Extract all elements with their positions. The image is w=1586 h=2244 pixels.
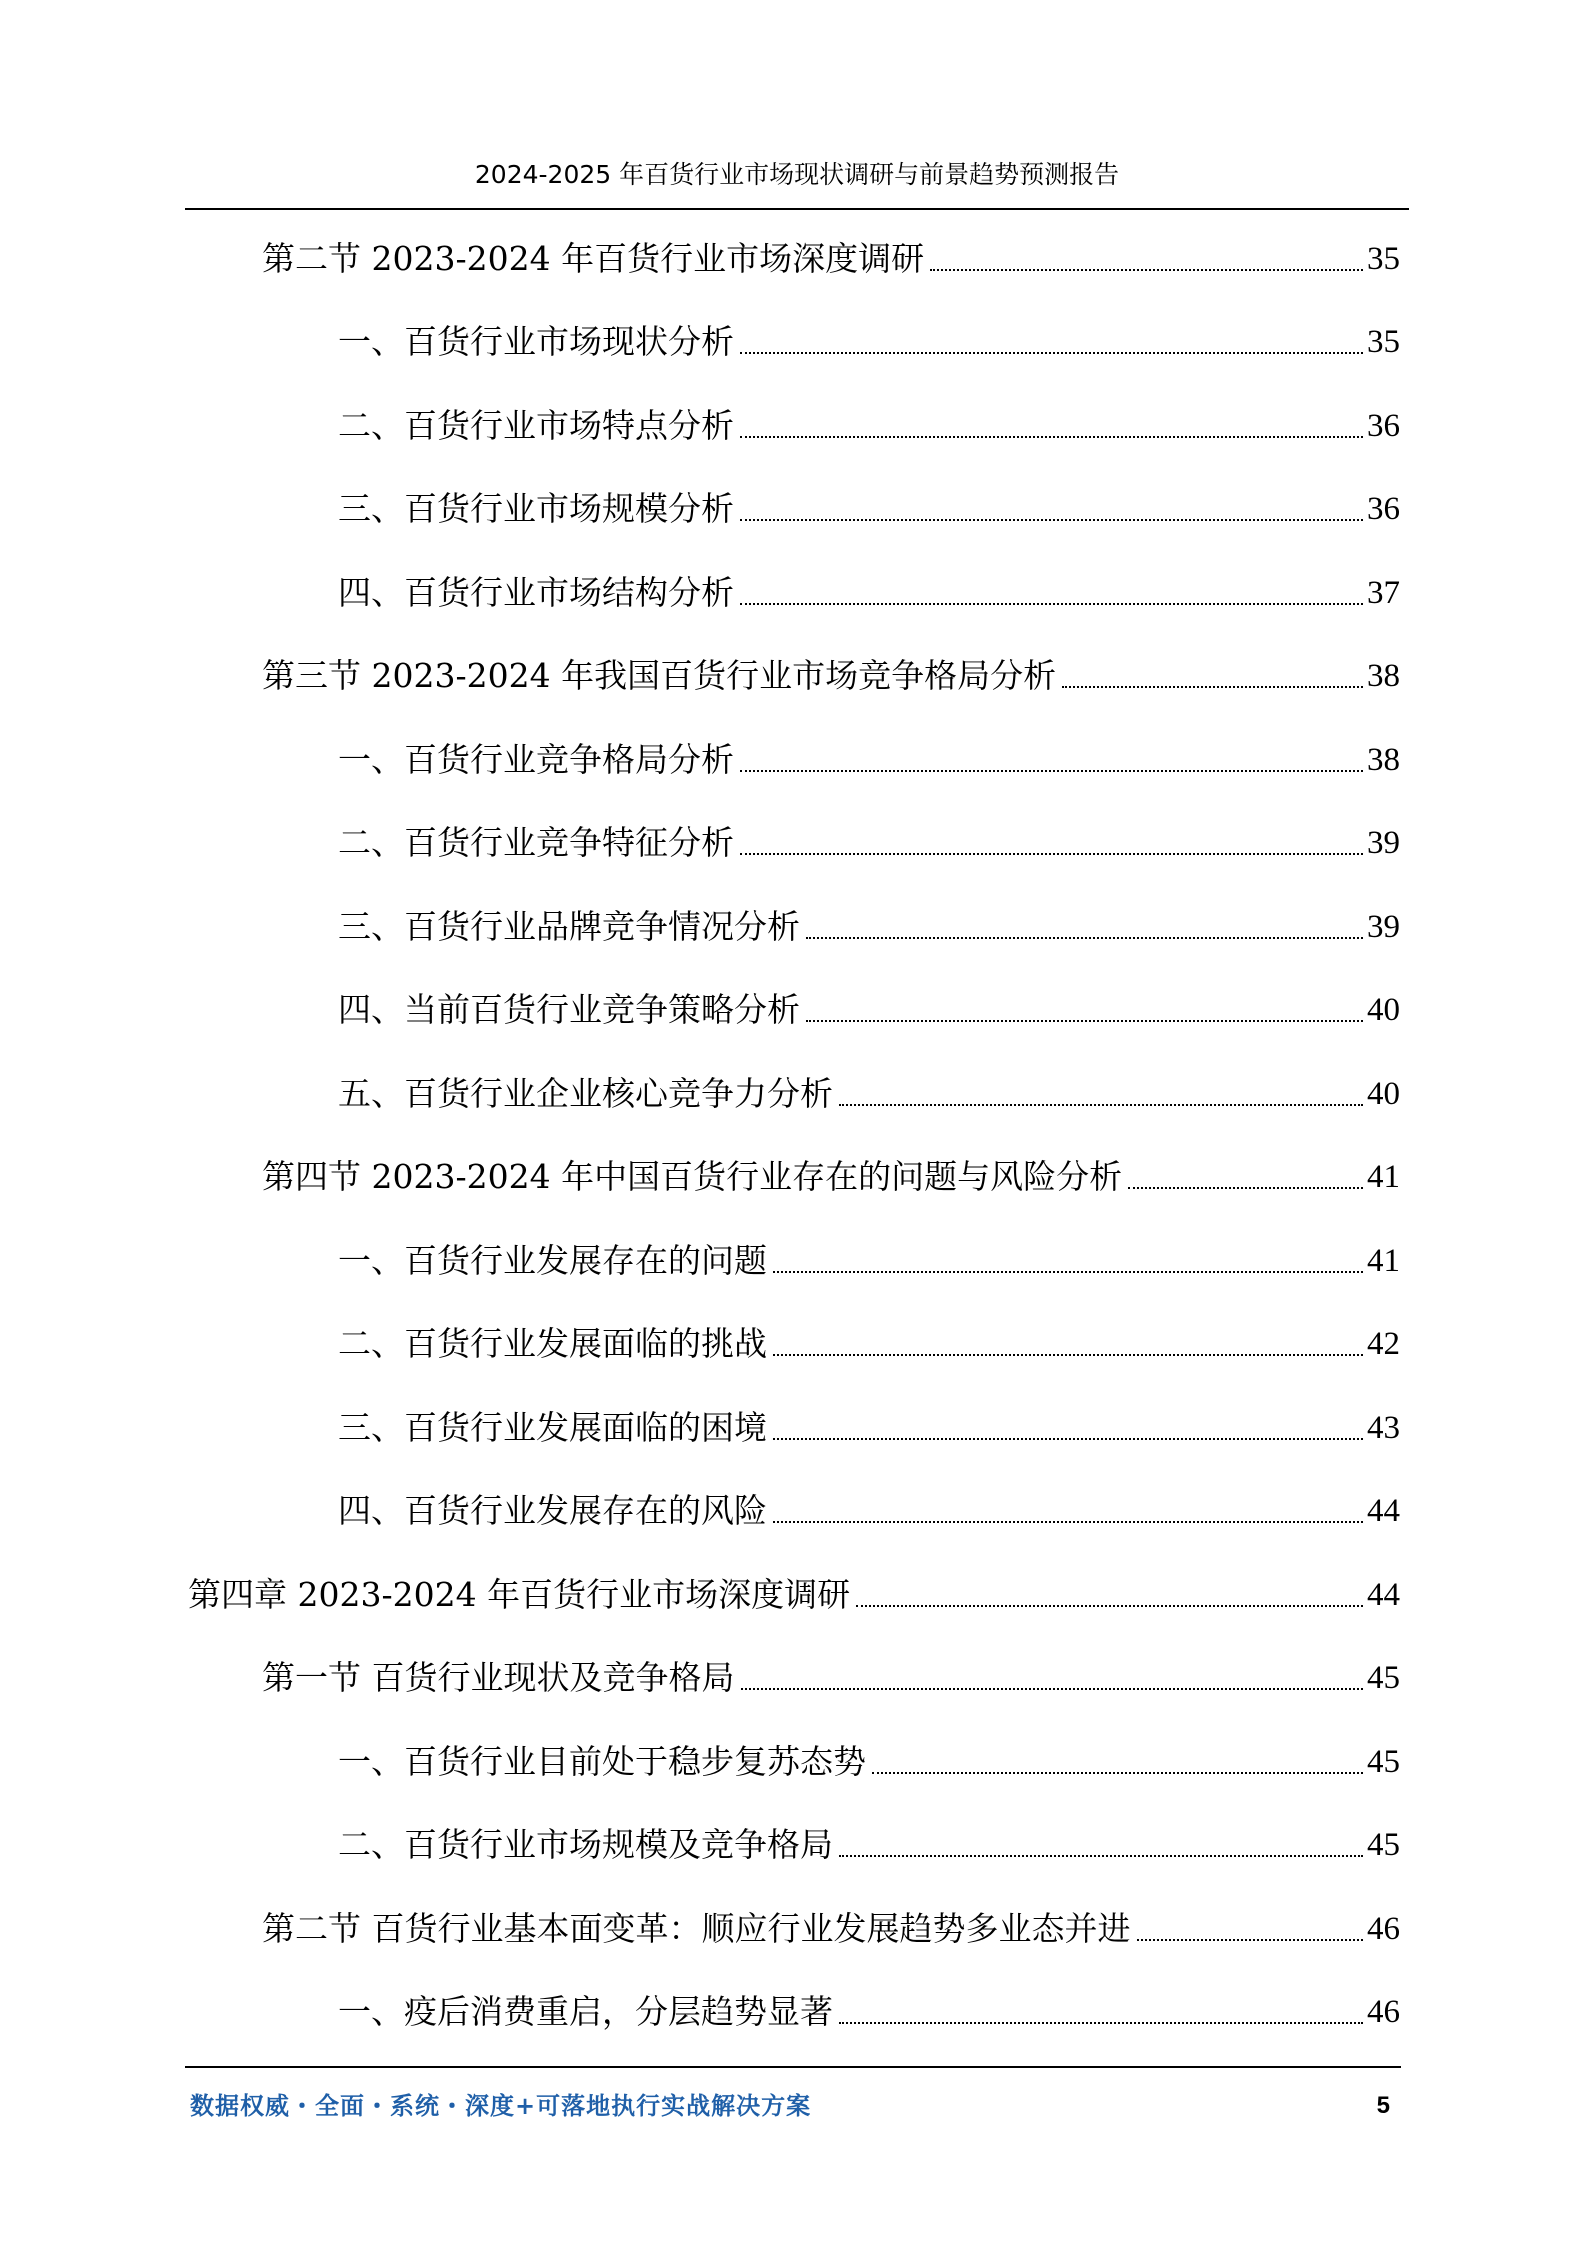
toc-entry-subsection[interactable]: [338, 731, 1400, 781]
toc-entry-page: 36: [1367, 408, 1400, 444]
toc-entry-section[interactable]: [262, 1649, 1400, 1699]
toc-entry-label: 第四节 2023-2024 年中国百货行业存在的问题与风险分析: [262, 1157, 1123, 1196]
toc-entry-label: 二、百货行业发展面临的挑战: [338, 1324, 767, 1363]
toc-entry-label: 一、百货行业市场现状分析: [338, 322, 734, 361]
toc-entry-label: 第一节 百货行业现状及竞争格局: [262, 1658, 735, 1697]
toc-entry-page: 44: [1367, 1577, 1400, 1613]
toc-entry-label: 五、百货行业企业核心竞争力分析: [338, 1074, 833, 1113]
toc-leader-dots: [930, 269, 1363, 271]
toc-entry-subsection[interactable]: [338, 1315, 1400, 1365]
footer-slogan: 数据权威・全面・系统・深度+可落地执行实战解决方案: [190, 2091, 812, 2120]
toc-entry-subsection[interactable]: [338, 480, 1400, 530]
toc-entry-page: 35: [1367, 241, 1400, 277]
toc-entry-page: 42: [1367, 1326, 1400, 1362]
toc-entry-subsection[interactable]: [338, 1816, 1400, 1866]
toc-entry-subsection[interactable]: [338, 313, 1400, 363]
toc-entry-label: 第三节 2023-2024 年我国百货行业市场竞争格局分析: [262, 656, 1057, 695]
toc-entry-page: 39: [1367, 825, 1400, 861]
toc-entry-label: 第二节 2023-2024 年百货行业市场深度调研: [262, 239, 925, 278]
toc-entry-subsection[interactable]: [338, 814, 1400, 864]
footer-divider: [185, 2066, 1401, 2068]
toc-leader-dots: [1128, 1187, 1363, 1189]
footer-page-number: 5: [1376, 2092, 1390, 2119]
toc-entry-label: 四、当前百货行业竞争策略分析: [338, 990, 800, 1029]
toc-entry-subsection[interactable]: [338, 1482, 1400, 1532]
toc-entry-label: 二、百货行业竞争特征分析: [338, 823, 734, 862]
toc-entry-label: 一、百货行业发展存在的问题: [338, 1241, 767, 1280]
toc-leader-dots: [773, 1354, 1363, 1356]
toc-leader-dots: [740, 770, 1363, 772]
toc-entry-page: 35: [1367, 324, 1400, 360]
toc-leader-dots: [806, 937, 1363, 939]
toc-entry-section[interactable]: [262, 1900, 1400, 1950]
toc-entry-page: 43: [1367, 1410, 1400, 1446]
toc-entry-subsection[interactable]: [338, 981, 1400, 1031]
toc-leader-dots: [839, 1855, 1363, 1857]
toc-entry-label: 一、疫后消费重启，分层趋势显著: [338, 1992, 833, 2031]
toc-leader-dots: [740, 603, 1363, 605]
toc-entry-label: 二、百货行业市场特点分析: [338, 406, 734, 445]
toc-leader-dots: [806, 1020, 1363, 1022]
toc-entry-subsection[interactable]: [338, 1983, 1400, 2033]
toc-entry-page: 45: [1367, 1744, 1400, 1780]
toc-leader-dots: [839, 1104, 1363, 1106]
toc-entry-page: 46: [1367, 1911, 1400, 1947]
toc-entry-label: 第四章 2023-2024 年百货行业市场深度调研: [188, 1575, 851, 1614]
toc-entry-page: 38: [1367, 658, 1400, 694]
toc-entry-label: 一、百货行业目前处于稳步复苏态势: [338, 1742, 866, 1781]
toc-entry-label: 四、百货行业市场结构分析: [338, 573, 734, 612]
toc-entry-section[interactable]: [262, 230, 1400, 280]
toc-entry-page: 38: [1367, 742, 1400, 778]
toc-leader-dots: [773, 1271, 1363, 1273]
toc-entry-page: 41: [1367, 1243, 1400, 1279]
toc-entry-label: 二、百货行业市场规模及竞争格局: [338, 1825, 833, 1864]
toc-entry-subsection[interactable]: [338, 1232, 1400, 1282]
toc-entry-page: 41: [1367, 1159, 1400, 1195]
toc-entry-chapter[interactable]: [188, 1566, 1400, 1616]
toc-entry-section[interactable]: [262, 1148, 1400, 1198]
toc-entry-label: 四、百货行业发展存在的风险: [338, 1491, 767, 1530]
toc-entry-subsection[interactable]: [338, 564, 1400, 614]
toc-leader-dots: [740, 519, 1363, 521]
toc-entry-subsection[interactable]: [338, 898, 1400, 948]
toc-leader-dots: [740, 352, 1363, 354]
toc-entry-page: 40: [1367, 1076, 1400, 1112]
toc-leader-dots: [1137, 1939, 1364, 1941]
page-header-title: 2024-2025 年百货行业市场现状调研与前景趋势预测报告: [474, 160, 1120, 189]
toc-entry-page: 44: [1367, 1493, 1400, 1529]
toc-entry-subsection[interactable]: [338, 1733, 1400, 1783]
toc-entry-label: 三、百货行业发展面临的困境: [338, 1408, 767, 1447]
toc-entry-subsection[interactable]: [338, 1065, 1400, 1115]
toc-entry-page: 46: [1367, 1994, 1400, 2030]
toc-entry-label: 一、百货行业竞争格局分析: [338, 740, 734, 779]
toc-entry-label: 三、百货行业品牌竞争情况分析: [338, 907, 800, 946]
toc-entry-section[interactable]: [262, 647, 1400, 697]
toc-entry-page: 39: [1367, 909, 1400, 945]
toc-entry-page: 45: [1367, 1660, 1400, 1696]
toc-entry-label: 第二节 百货行业基本面变革：顺应行业发展趋势多业态并进: [262, 1909, 1131, 1948]
toc-entry-page: 45: [1367, 1827, 1400, 1863]
toc-entry-subsection[interactable]: [338, 1399, 1400, 1449]
header-divider: [185, 208, 1409, 210]
toc-entry-subsection[interactable]: [338, 397, 1400, 447]
toc-leader-dots: [1062, 686, 1363, 688]
toc-entry-page: 37: [1367, 575, 1400, 611]
toc-entry-label: 三、百货行业市场规模分析: [338, 489, 734, 528]
toc-leader-dots: [740, 853, 1363, 855]
toc-leader-dots: [740, 436, 1363, 438]
toc-leader-dots: [839, 2022, 1363, 2024]
toc-leader-dots: [773, 1521, 1363, 1523]
toc-leader-dots: [741, 1688, 1364, 1690]
toc-leader-dots: [872, 1772, 1363, 1774]
toc-entry-page: 36: [1367, 491, 1400, 527]
toc-leader-dots: [773, 1438, 1363, 1440]
toc-leader-dots: [856, 1605, 1363, 1607]
toc-entry-page: 40: [1367, 992, 1400, 1028]
